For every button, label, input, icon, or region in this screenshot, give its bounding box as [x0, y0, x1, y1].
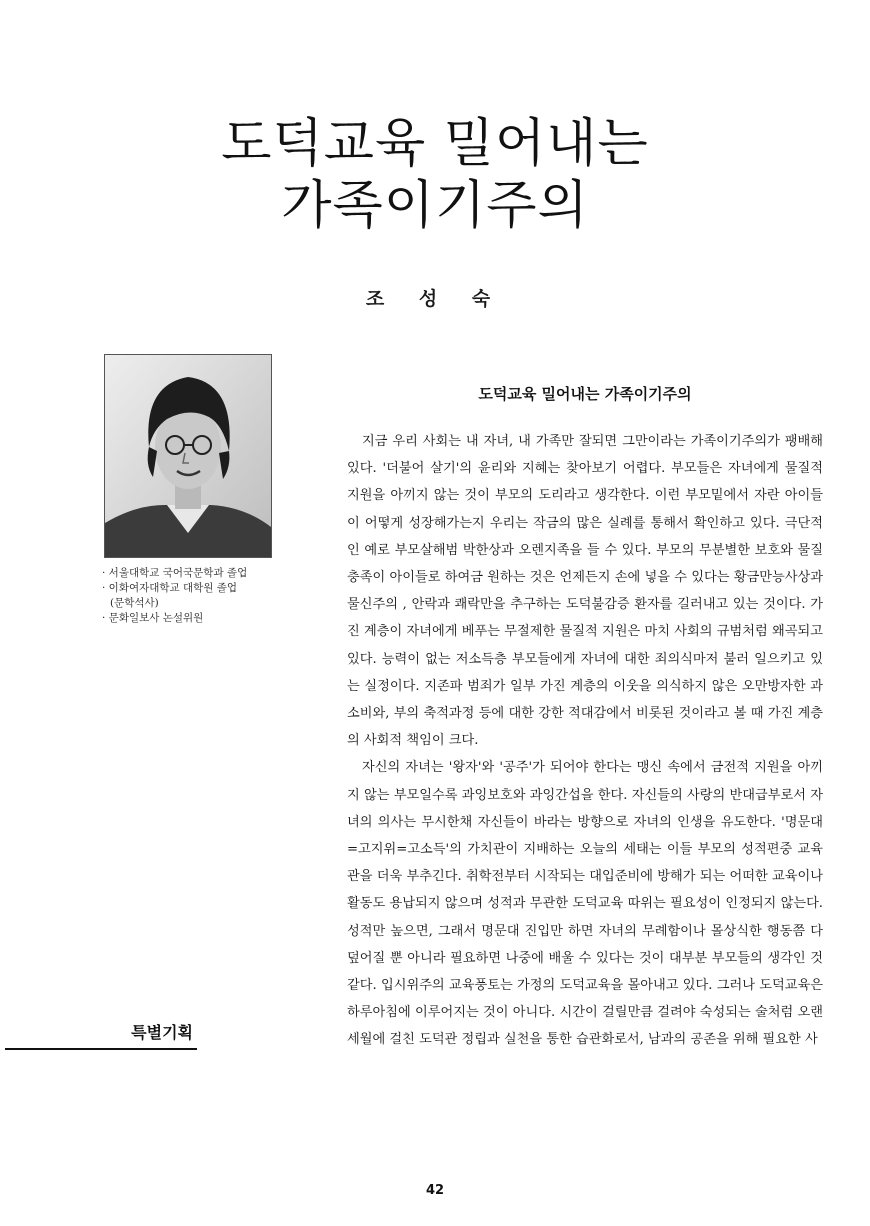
bio-item: (문학석사) — [110, 597, 159, 609]
title-line-2: 가족이기주의 — [281, 175, 589, 236]
author-name: 조 성 숙 — [365, 288, 505, 310]
bio-item: · 서울대학교 국어국문학과 졸업 — [102, 567, 248, 579]
article-body — [347, 428, 823, 1054]
portrait-image — [105, 355, 271, 557]
section-label-rule — [5, 1048, 197, 1050]
bio-item: · 이화여자대학교 대학원 졸업 — [102, 582, 238, 594]
bio-item: · 문화일보사 논설위원 — [102, 612, 204, 624]
page-number: 42 — [425, 1183, 445, 1198]
paragraph: 지금 우리 사회는 내 자녀, 내 가족만 잘되면 그만이라는 가족이기주의가 팽배해 있다. '더불어 살기'의 윤리와 지혜는 찾아보기 어렵다. 부모들은 자녀에게 물질적 지원을 아끼지 않는 것이 부모의 도리라고 생각한다. 이런 부모밑에서 자란 아이들이 어떻게 성장해가는지 우리는 작금의 많은 실례를 통해서 확인하고 있다. 극단적인 예로 부모살해범 박한상과 오렌지족을 들 수 있다. 부모의 무분별한 보호와 물질충족이 아이들로 하여금 원하는 것은 언제든지 손에 넣을 수 있다는 황금만능사상과 물신주의 , 안락과 쾌락만을 추구하는 도덕불감증 환자를 길러내고 있는 것이다. 가진 계층이 자녀에게 베푸는 무절제한 물질적 지원은 마치 사회의 규범처럼 왜곡되고 있다. 능력이 없는 저소득층 부모들에게 자녀에 대한 죄의식마저 불러 일으키고 있는 실정이다. 지존파 범죄가 일부 가진 계층의 이웃을 의식하지 않은 오만방자한 과소비와, 부의 축적과정 등에 대한 강한 적대감에서 비롯된 것이라고 볼 때 가진 계층의 사회적 책임이 크다. — [347, 434, 823, 749]
author-bio — [102, 566, 302, 626]
author-photo — [104, 354, 272, 558]
paragraph: 자신의 자녀는 '왕자'와 '공주'가 되어야 한다는 맹신 속에서 금전적 지원을 아끼지 않는 부모일수록 과잉보호와 과잉간섭을 한다. 자신들의 사랑의 반대급부로서 자녀의 의사는 무시한채 자신들이 바라는 방향으로 자녀의 인생을 유도한다. '명문대=고지위=고소득'의 가치관이 지배하는 오늘의 세태는 이들 부모의 성적편중 교육관을 더욱 부추긴다. 취학전부터 시작되는 대입준비에 방해가 되는 어떠한 교육이나 활동도 용납되지 않으며 성적과 무관한 도덕교육 따위는 필요성이 인정되지 않는다. 성적만 높으면, 그래서 명문대 진입만 하면 자녀의 무례함이나 몰상식한 행동쯤 다 덮어질 뿐 아니라 필요하면 나중에 배울 수 있다는 것이 대부분 부모들의 생각인 것 같다. 입시위주의 교육풍토는 가정의 도덕교육을 몰아내고 있다. 그러나 도덕교육은 하루아침에 이루어지는 것이 아니다. 시간이 걸릴만큼 걸려야 숙성되는 술처럼 오랜 세월에 걸친 도덕관 정립과 실천을 통한 습관화로서, 남과의 공존을 위해 필요한 사 — [347, 760, 823, 1048]
section-label: 특별기획 — [131, 1023, 193, 1042]
title-line-1: 도덕교육 밀어내는 — [221, 113, 649, 174]
section-title: 도덕교육 밀어내는 가족이기주의 — [478, 385, 692, 403]
article-title — [0, 113, 870, 237]
